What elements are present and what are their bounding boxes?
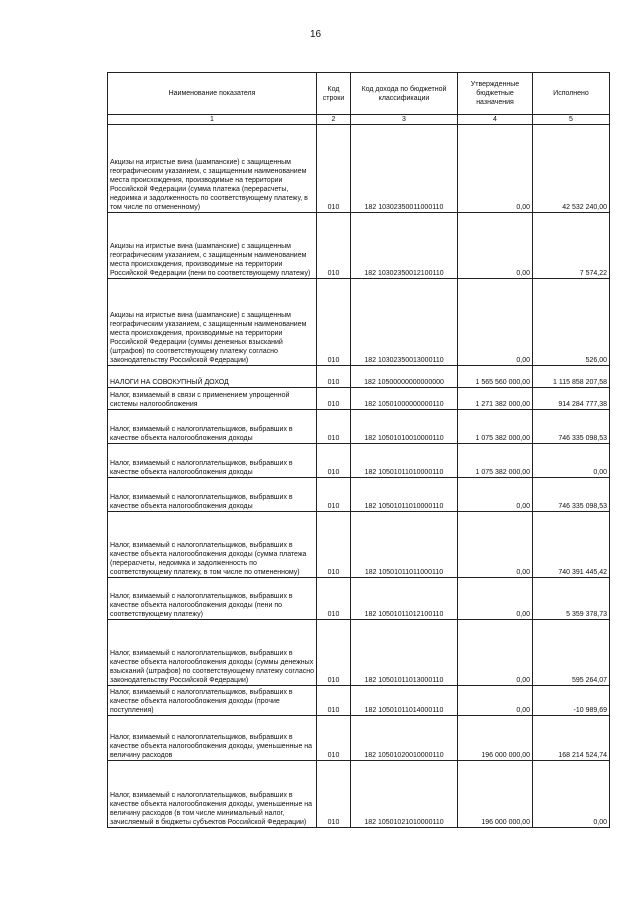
approved-amount: 0,00: [458, 125, 533, 213]
table-row: [108, 716, 610, 761]
executed-amount: 746 335 098,53: [533, 478, 610, 512]
line-code: 010: [317, 761, 351, 828]
table-row: [108, 279, 610, 366]
approved-amount: 0,00: [458, 578, 533, 620]
executed-amount: 0,00: [533, 761, 610, 828]
executed-amount: 746 335 098,53: [533, 410, 610, 444]
header-line-code: Код строки: [317, 73, 351, 115]
indicator-name: Налог, взимаемый с налогоплательщиков, выбравших в качестве объекта налогообложения доходы, уменьшенные на величину расходов: [108, 716, 317, 761]
table-row: [108, 125, 610, 213]
table-row: [108, 366, 610, 388]
income-code: 182 10501011010000110: [351, 478, 458, 512]
executed-amount: 914 284 777,38: [533, 388, 610, 410]
executed-amount: 526,00: [533, 279, 610, 366]
column-number-row: [108, 115, 610, 125]
line-code: 010: [317, 410, 351, 444]
executed-amount: 1 115 858 207,58: [533, 366, 610, 388]
line-code: 010: [317, 125, 351, 213]
approved-amount: 1 075 382 000,00: [458, 410, 533, 444]
approved-amount: 1 271 382 000,00: [458, 388, 533, 410]
approved-amount: 0,00: [458, 213, 533, 279]
header-approved: Утвержденные бюджетные назначения: [458, 73, 533, 115]
column-number: 3: [351, 115, 458, 125]
income-code: 182 10501011011000110: [351, 512, 458, 578]
line-code: 010: [317, 388, 351, 410]
budget-execution-table: [107, 72, 610, 828]
income-code: 182 10501011014000110: [351, 686, 458, 716]
column-number: 2: [317, 115, 351, 125]
indicator-name: Налог, взимаемый с налогоплательщиков, выбравших в качестве объекта налогообложения доходы (суммы денежных взысканий (штрафов) по соответствующему платежу согласно законодательству Российской Федерации): [108, 620, 317, 686]
indicator-name: Акцизы на игристые вина (шампанские) с защищенным географическим указанием, с защищенным наименованием места происхождения, производимые на территории Российской Федерации (пени по соответствующему платежу): [108, 213, 317, 279]
executed-amount: 0,00: [533, 444, 610, 478]
income-code: 182 10501011013000110: [351, 620, 458, 686]
indicator-name: Акцизы на игристые вина (шампанские) с защищенным географическим указанием, с защищенным наименованием места происхождения, производимые на территории Российской Федерации (суммы денежных взысканий (штрафов) по соответствующему платежу согласно законодательству Российской Федерации): [108, 279, 317, 366]
income-code: 182 10501011012100110: [351, 578, 458, 620]
income-code: 182 10302350013000110: [351, 279, 458, 366]
indicator-name: Налог, взимаемый с налогоплательщиков, выбравших в качестве объекта налогообложения доходы (прочие поступления): [108, 686, 317, 716]
income-code: 182 10501000000000110: [351, 388, 458, 410]
approved-amount: 0,00: [458, 478, 533, 512]
header-income-code: Код дохода по бюджетной классификации: [351, 73, 458, 115]
table-row: [108, 478, 610, 512]
income-code: 182 10501020010000110: [351, 716, 458, 761]
line-code: 010: [317, 578, 351, 620]
executed-amount: -10 989,69: [533, 686, 610, 716]
approved-amount: 1 565 560 000,00: [458, 366, 533, 388]
indicator-name: НАЛОГИ НА СОВОКУПНЫЙ ДОХОД: [108, 366, 317, 388]
page-number: 16: [309, 29, 322, 40]
income-code: 182 10501010010000110: [351, 410, 458, 444]
line-code: 010: [317, 686, 351, 716]
table-row: [108, 213, 610, 279]
table-row: [108, 512, 610, 578]
income-code: 182 10501021010000110: [351, 761, 458, 828]
line-code: 010: [317, 620, 351, 686]
indicator-name: Налог, взимаемый с налогоплательщиков, выбравших в качестве объекта налогообложения доходы: [108, 444, 317, 478]
header-row: [108, 73, 610, 115]
indicator-name: Налог, взимаемый с налогоплательщиков, выбравших в качестве объекта налогообложения доходы: [108, 410, 317, 444]
table-row: [108, 410, 610, 444]
executed-amount: 7 574,22: [533, 213, 610, 279]
executed-amount: 168 214 524,74: [533, 716, 610, 761]
indicator-name: Налог, взимаемый с налогоплательщиков, выбравших в качестве объекта налогообложения доходы (пени по соответствующему платежу): [108, 578, 317, 620]
line-code: 010: [317, 213, 351, 279]
income-code: 182 10302350011000110: [351, 125, 458, 213]
column-number: 5: [533, 115, 610, 125]
income-code: 182 10501011010000110: [351, 444, 458, 478]
table-row: [108, 578, 610, 620]
header-indicator-name: Наименование показателя: [108, 73, 317, 115]
indicator-name: Налог, взимаемый с налогоплательщиков, выбравших в качестве объекта налогообложения доходы, уменьшенные на величину расходов (в том числе минимальный налог, зачисляемый в бюджеты субъектов Российской Федерации): [108, 761, 317, 828]
table-row: [108, 686, 610, 716]
line-code: 010: [317, 279, 351, 366]
column-number: 1: [108, 115, 317, 125]
line-code: 010: [317, 716, 351, 761]
executed-amount: 42 532 240,00: [533, 125, 610, 213]
approved-amount: 0,00: [458, 279, 533, 366]
indicator-name: Налог, взимаемый с налогоплательщиков, выбравших в качестве объекта налогообложения доходы: [108, 478, 317, 512]
line-code: 010: [317, 478, 351, 512]
indicator-name: Акцизы на игристые вина (шампанские) с защищенным географическим указанием, с защищенным наименованием места происхождения, производимые на территории Российской Федерации (сумма платежа (перерасчеты, недоимка и задолженность по соответствующему платежу, в том числе по отмененному): [108, 125, 317, 213]
line-code: 010: [317, 512, 351, 578]
column-number: 4: [458, 115, 533, 125]
executed-amount: 595 264,07: [533, 620, 610, 686]
table-row: [108, 444, 610, 478]
indicator-name: Налог, взимаемый с налогоплательщиков, выбравших в качестве объекта налогообложения доходы (сумма платежа (перерасчеты, недоимка и задолженность по соответствующему платежу, в том числе по отмененному): [108, 512, 317, 578]
approved-amount: 0,00: [458, 512, 533, 578]
approved-amount: 0,00: [458, 620, 533, 686]
approved-amount: 196 000 000,00: [458, 761, 533, 828]
approved-amount: 1 075 382 000,00: [458, 444, 533, 478]
table-row: [108, 761, 610, 828]
line-code: 010: [317, 366, 351, 388]
header-executed: Исполнено: [533, 73, 610, 115]
approved-amount: 0,00: [458, 686, 533, 716]
income-code: 182 10500000000000000: [351, 366, 458, 388]
executed-amount: 740 391 445,42: [533, 512, 610, 578]
table-row: [108, 388, 610, 410]
indicator-name: Налог, взимаемый в связи с применением упрощенной системы налогообложения: [108, 388, 317, 410]
executed-amount: 5 359 378,73: [533, 578, 610, 620]
line-code: 010: [317, 444, 351, 478]
approved-amount: 196 000 000,00: [458, 716, 533, 761]
income-code: 182 10302350012100110: [351, 213, 458, 279]
table-row: [108, 620, 610, 686]
